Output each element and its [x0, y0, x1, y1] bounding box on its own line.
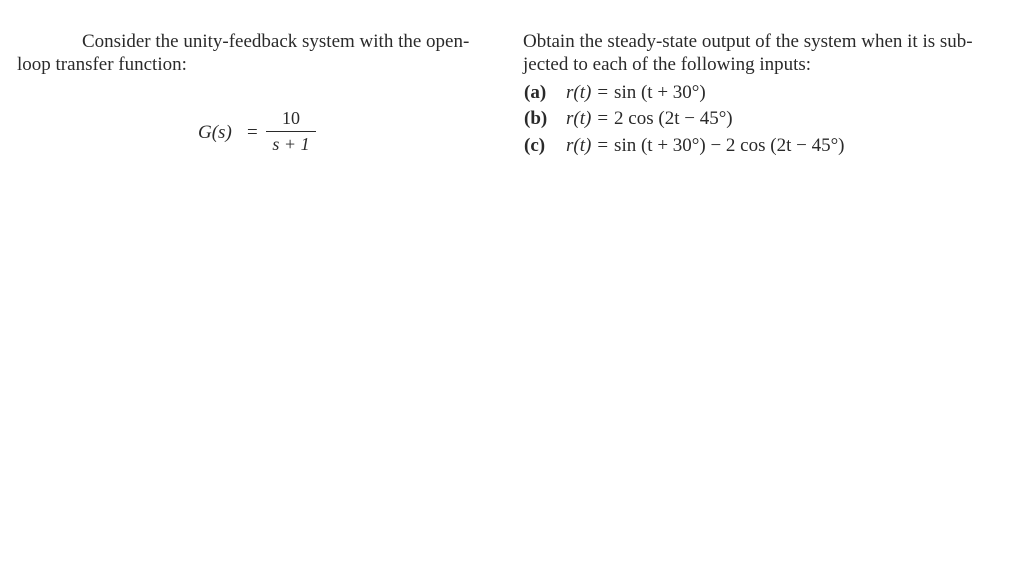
input-lhs: r(t)	[566, 135, 592, 156]
equation-lhs: G(s)	[198, 122, 232, 143]
input-label: (c)	[524, 135, 546, 156]
input-eq: =	[597, 135, 609, 156]
fraction-bar	[266, 131, 316, 132]
fraction-denominator: s + 1	[272, 134, 310, 154]
input-label: (a)	[524, 82, 547, 103]
problem-intro-line-2: loop transfer function:	[17, 54, 187, 75]
question-line-1: Obtain the steady-state output of the system when it is sub-	[523, 31, 973, 52]
input-label: (b)	[524, 108, 548, 129]
input-eq: =	[597, 82, 609, 103]
fraction-numerator: 10	[282, 108, 300, 128]
input-item-a	[524, 81, 706, 104]
input-rhs: sin (t + 30°)	[614, 82, 706, 103]
question-line-2: jected to each of the following inputs:	[523, 54, 812, 75]
input-lhs: r(t)	[566, 108, 592, 129]
input-lhs: r(t)	[566, 82, 592, 103]
input-item-c	[524, 134, 845, 157]
problem-intro-line-1: Consider the unity-feedback system with the open-	[82, 31, 470, 52]
input-rhs: sin (t + 30°) − 2 cos (2t − 45°)	[614, 135, 845, 156]
input-item-b	[524, 107, 733, 130]
input-rhs: 2 cos (2t − 45°)	[614, 108, 733, 129]
input-eq: =	[597, 108, 609, 129]
equation-equals: =	[247, 122, 258, 143]
